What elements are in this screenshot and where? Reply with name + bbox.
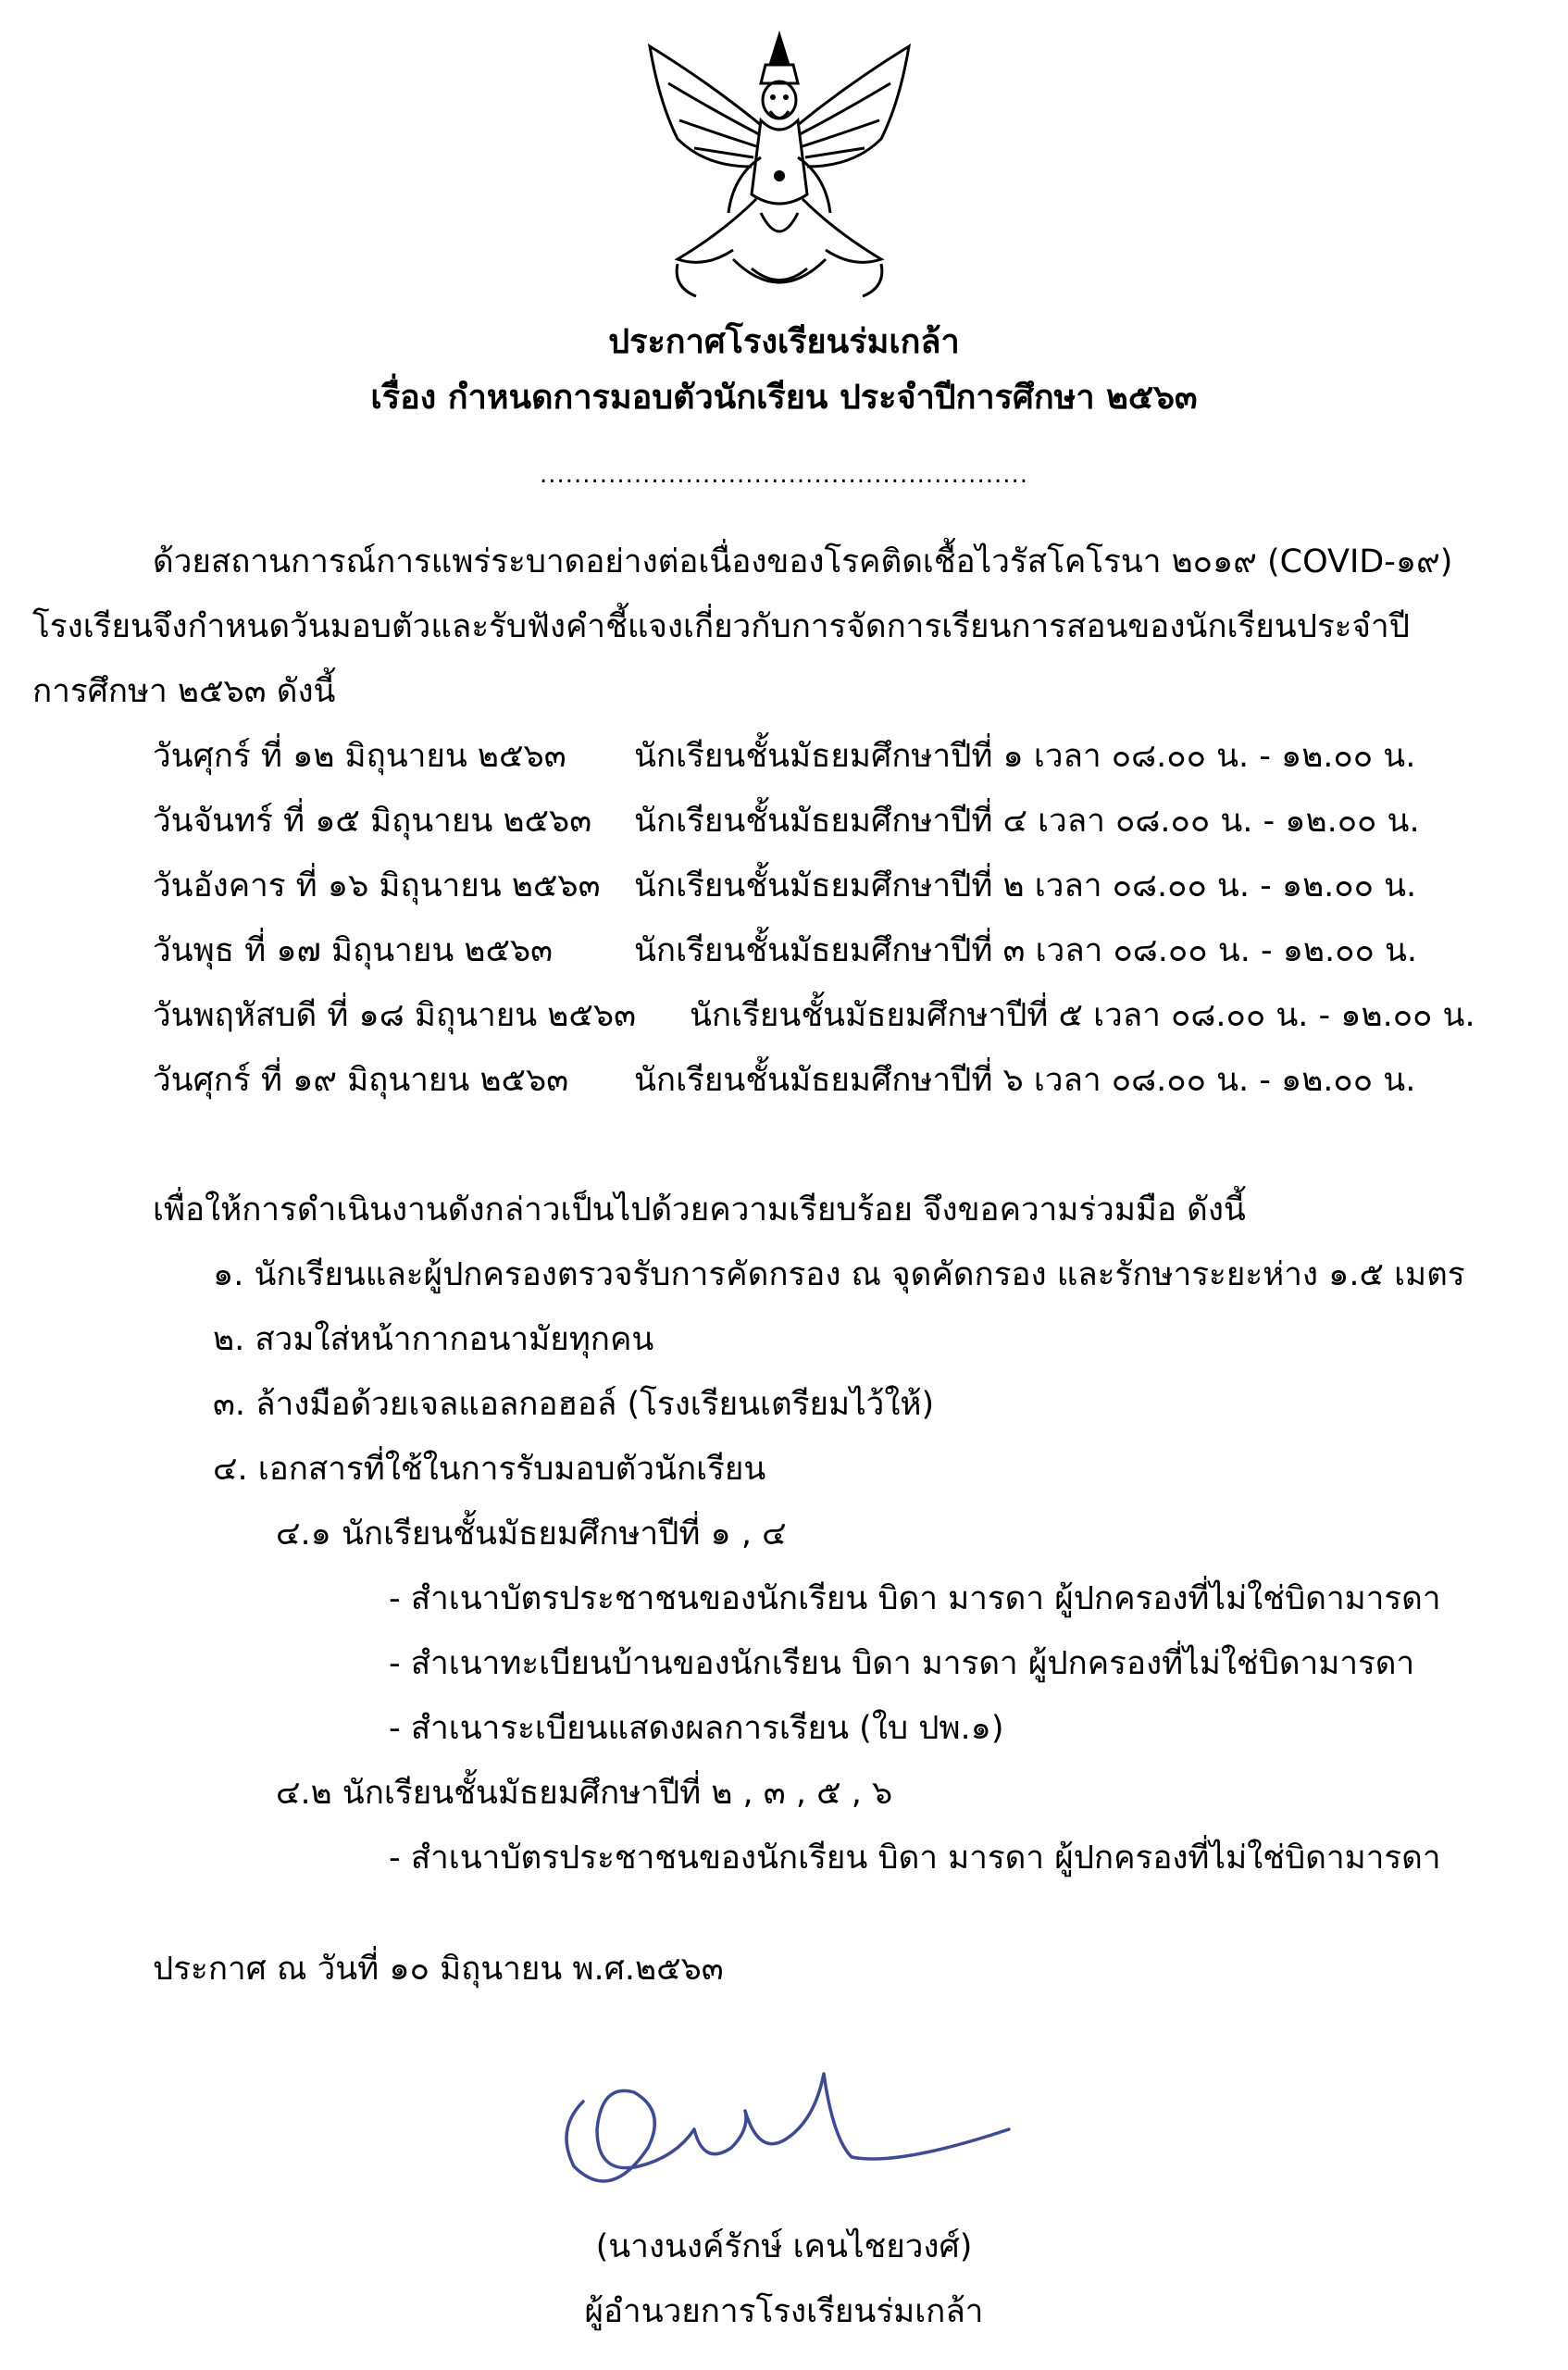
document-group-2: ๔.๒ นักเรียนชั้นมัธยมศึกษาปีที่ ๒ , ๓ , ๕ , ๖ — [276, 1775, 893, 1812]
garuda-emblem-icon — [622, 28, 937, 315]
intro-line-2: โรงเรียนจึงกำหนดวันมอบตัวและรับฟังคำชี้แจงเกี่ยวกับการจัดการเรียนการสอนของนักเรียนประจำปี — [32, 608, 1410, 645]
schedule-detail: นักเรียนชั้นมัธยมศึกษาปีที่ ๔ เวลา ๐๘.๐๐ น. - ๑๒.๐๐ น. — [634, 803, 1420, 840]
intro-line-3: การศึกษา ๒๕๖๓ ดังนี้ — [32, 673, 336, 710]
document-item: - สำเนาบัตรประชาชนของนักเรียน บิดา มารดา ผู้ปกครองที่ไม่ใช่บิดามารดา — [389, 1580, 1441, 1617]
signatory-position: ผู้อำนวยการโรงเรียนร่มเกล้า — [584, 2293, 984, 2330]
schedule-day: วันพุธ ที่ ๑๗ มิถุนายน ๒๕๖๓ — [153, 932, 554, 969]
announcement-subject: เรื่อง กำหนดการมอบตัวนักเรียน ประจำปีการศึกษา ๒๕๖๓ — [370, 379, 1198, 417]
announcement-date: ประกาศ ณ วันที่ ๑๐ มิถุนายน พ.ศ.๒๕๖๓ — [153, 1951, 724, 1988]
cooperation-item-3: ๓. ล้างมือด้วยเจลแอลกอฮอล์ (โรงเรียนเตรียมไว้ให้) — [213, 1386, 935, 1423]
schedule-day: วันพฤหัสบดี ที่ ๑๘ มิถุนายน ๒๕๖๓ — [153, 997, 636, 1034]
schedule-day: วันอังคาร ที่ ๑๖ มิถุนายน ๒๕๖๓ — [153, 867, 601, 904]
document-item: - สำเนาระเบียนแสดงผลการเรียน (ใบ ปพ.๑) — [389, 1710, 1004, 1747]
cooperation-lead: เพื่อให้การดำเนินงานดังกล่าวเป็นไปด้วยความเรียบร้อย จึงขอความร่วมมือ ดังนี้ — [153, 1191, 1246, 1229]
schedule-day: วันศุกร์ ที่ ๑๙ มิถุนายน ๒๕๖๓ — [153, 1062, 569, 1099]
schedule-detail: นักเรียนชั้นมัธยมศึกษาปีที่ ๑ เวลา ๐๘.๐๐ น. - ๑๒.๐๐ น. — [634, 738, 1416, 775]
document-item: - สำเนาทะเบียนบ้านของนักเรียน บิดา มารดา ผู้ปกครองที่ไม่ใช่บิดามารดา — [389, 1645, 1415, 1682]
announcement-title: ประกาศโรงเรียนร่มเกล้า — [608, 323, 960, 361]
document-group-1: ๔.๑ นักเรียนชั้นมัธยมศึกษาปีที่ ๑ , ๔ — [276, 1516, 787, 1553]
schedule-detail: นักเรียนชั้นมัธยมศึกษาปีที่ ๖ เวลา ๐๘.๐๐ น. - ๑๒.๐๐ น. — [634, 1062, 1416, 1099]
separator-dots: ......................................................... — [539, 461, 1029, 489]
signature-image — [546, 2027, 1027, 2213]
document-item: - สำเนาบัตรประชาชนของนักเรียน บิดา มารดา ผู้ปกครองที่ไม่ใช่บิดามารดา — [389, 1840, 1441, 1877]
schedule-detail: นักเรียนชั้นมัธยมศึกษาปีที่ ๒ เวลา ๐๘.๐๐ น. - ๑๒.๐๐ น. — [634, 867, 1417, 904]
schedule-detail: นักเรียนชั้นมัธยมศึกษาปีที่ ๓ เวลา ๐๘.๐๐ น. - ๑๒.๐๐ น. — [634, 932, 1418, 969]
cooperation-item-4: ๔. เอกสารที่ใช้ในการรับมอบตัวนักเรียน — [213, 1451, 766, 1488]
schedule-detail: นักเรียนชั้นมัธยมศึกษาปีที่ ๕ เวลา ๐๘.๐๐ น. - ๑๒.๐๐ น. — [690, 997, 1475, 1034]
schedule-day: วันจันทร์ ที่ ๑๕ มิถุนายน ๒๕๖๓ — [153, 803, 592, 840]
cooperation-item-1: ๑. นักเรียนและผู้ปกครองตรวจรับการคัดกรอง ณ จุดคัดกรอง และรักษาระยะห่าง ๑.๕ เมตร — [213, 1256, 1465, 1293]
signatory-name: (นางนงค์รักษ์ เคนไชยวงศ์) — [595, 2228, 973, 2265]
schedule-day: วันศุกร์ ที่ ๑๒ มิถุนายน ๒๕๖๓ — [153, 738, 566, 775]
intro-line-1: ด้วยสถานการณ์การแพร่ระบาดอย่างต่อเนื่องของโรคติดเชื้อไวรัสโคโรนา ๒๐๑๙ (COVID-๑๙) — [153, 543, 1453, 580]
cooperation-item-2: ๒. สวมใส่หน้ากากอนามัยทุกคน — [213, 1321, 654, 1358]
